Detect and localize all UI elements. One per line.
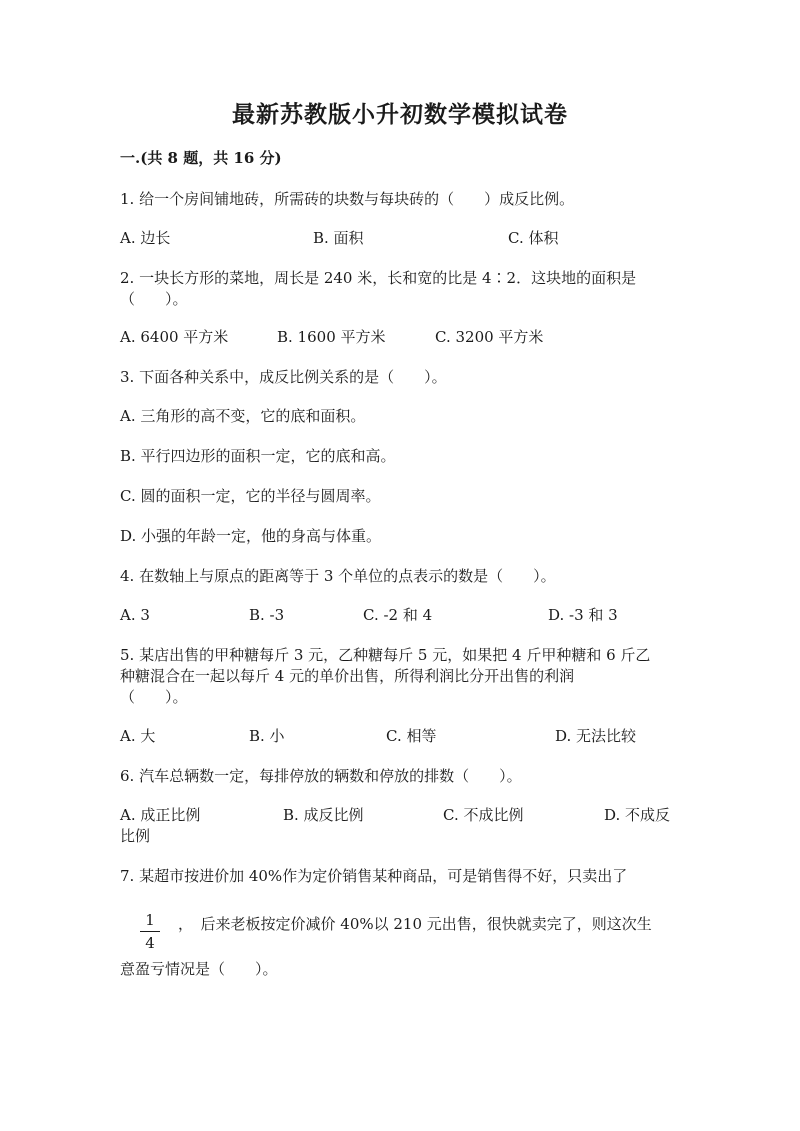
question-4-option-a[interactable]: A. 3 [120,606,150,624]
question-4-option-b[interactable]: B. -3 [249,606,285,624]
question-6-option-d-wrap: 比例 [120,827,151,845]
question-3-option-a[interactable]: A. 三角形的高不变，它的底和面积。 [120,407,366,425]
question-6-option-a[interactable]: A. 成正比例 [120,806,201,824]
question-3-option-d[interactable]: D. 小强的年龄一定，他的身高与体重。 [120,527,382,545]
question-7-stem-line-1: 7. 某超市按进价加 40%作为定价销售某种商品，可是销售得不好，只卖出了 [120,867,628,885]
question-5-stem-line-3: （ ）。 [120,688,188,706]
page-title: 最新苏教版小升初数学模拟试卷 [232,101,568,128]
question-4-option-d[interactable]: D. -3 和 3 [548,606,618,624]
question-5-stem-line-2: 种糖混合在一起以每斤 4 元的单价出售，所得利润比分开出售的利润 [120,667,575,685]
question-5-option-b[interactable]: B. 小 [249,727,285,745]
question-1-stem: 1. 给一个房间铺地砖，所需砖的块数与每块砖的（ ）成反比例。 [120,190,575,208]
question-5-stem-line-1: 5. 某店出售的甲种糖每斤 3 元，乙种糖每斤 5 元，如果把 4 斤甲种糖和 6 斤乙 [120,646,651,664]
question-5-option-c[interactable]: C. 相等 [386,727,437,745]
question-3-option-b[interactable]: B. 平行四边形的面积一定，它的底和高。 [120,447,396,465]
section-heading: 一.(共 8 题，共 16 分) [120,149,282,167]
question-2-option-c[interactable]: C. 3200 平方米 [435,328,544,346]
question-2-stem-line-2: （ ）。 [120,290,188,308]
question-7-stem-line-3: 意盈亏情况是（ ）。 [120,960,278,978]
fraction-numerator: 1 [140,910,160,932]
fraction-one-quarter [140,910,160,953]
question-2-option-b[interactable]: B. 1600 平方米 [277,328,386,346]
question-4-stem: 4. 在数轴上与原点的距离等于 3 个单位的点表示的数是（ ）。 [120,567,556,585]
question-4-option-c[interactable]: C. -2 和 4 [363,606,433,624]
question-2-stem-line-1: 2. 一块长方形的菜地，周长是 240 米，长和宽的比是 4∶2．这块地的面积是 [120,269,637,287]
fraction-denominator: 4 [145,934,155,952]
question-6-option-b[interactable]: B. 成反比例 [283,806,364,824]
question-6-option-d[interactable]: D. 不成反 [604,806,671,824]
question-5-option-a[interactable]: A. 大 [120,727,156,745]
question-1-option-c[interactable]: C. 体积 [508,229,559,247]
question-5-option-d[interactable]: D. 无法比较 [555,727,637,745]
question-1-option-a[interactable]: A. 边长 [120,229,171,247]
question-3-stem: 3. 下面各种关系中，成反比例关系的是（ ）。 [120,368,447,386]
question-7-stem-line-2: ， 后来老板按定价减价 40%以 210 元出售，很快就卖完了，则这次生 [178,915,652,933]
question-6-stem: 6. 汽车总辆数一定，每排停放的辆数和停放的排数（ ）。 [120,767,522,785]
question-6-option-c[interactable]: C. 不成比例 [443,806,524,824]
question-3-option-c[interactable]: C. 圆的面积一定，它的半径与圆周率。 [120,487,381,505]
question-1-option-b[interactable]: B. 面积 [313,229,364,247]
question-2-option-a[interactable]: A. 6400 平方米 [120,328,229,346]
